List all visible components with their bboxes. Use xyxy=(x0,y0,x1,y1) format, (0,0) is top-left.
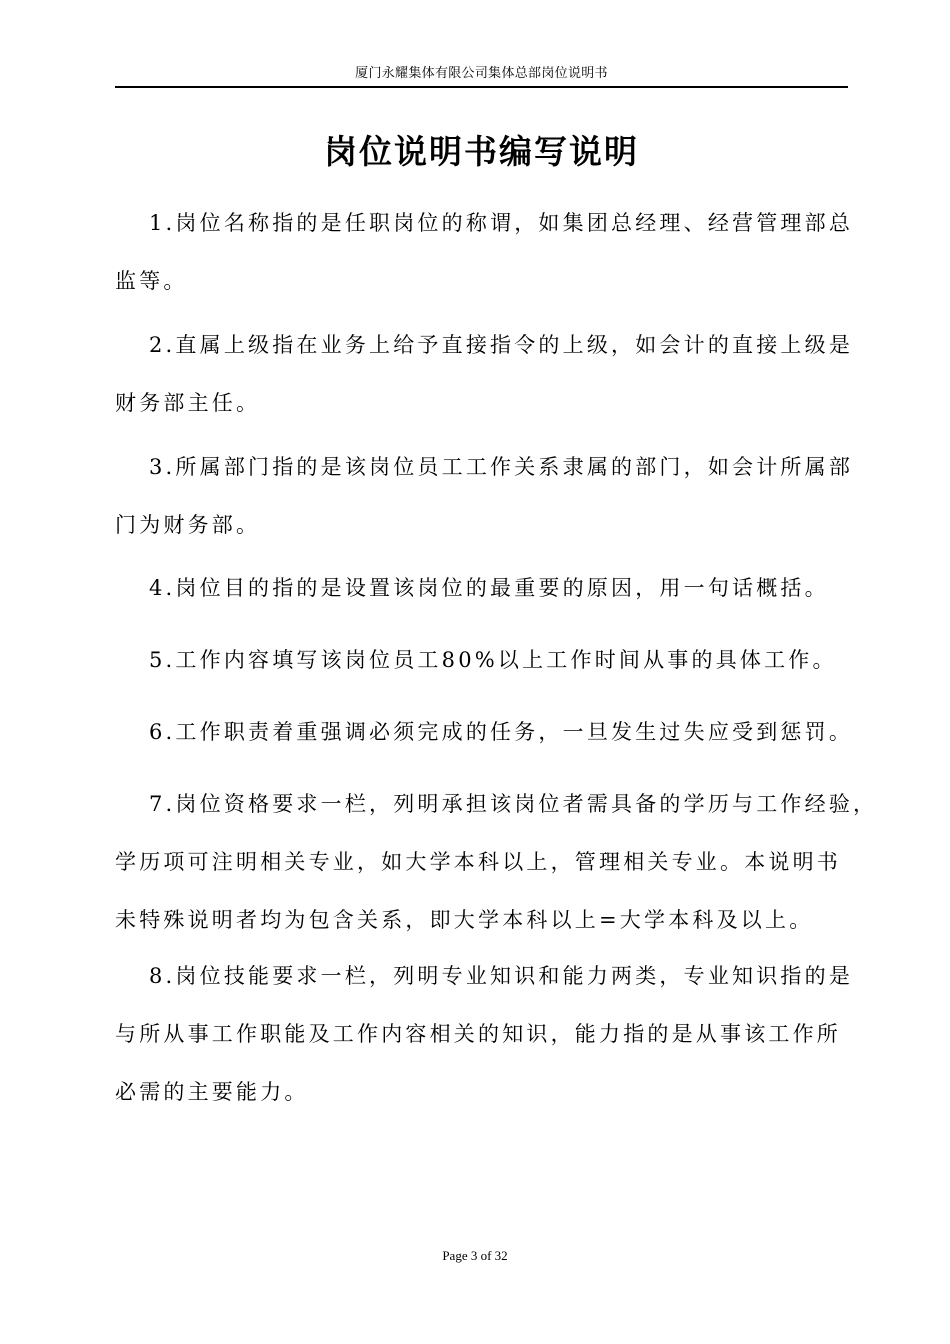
paragraph-line: 门为财务部。 xyxy=(115,513,261,537)
paragraph-line: 8.岗位技能要求一栏，列明专业知识和能力两类，专业知识指的是 xyxy=(149,964,854,988)
page-number: Page 3 of 32 xyxy=(442,1248,508,1263)
paragraph-item-4 xyxy=(115,559,850,617)
paragraph-line: 必需的主要能力。 xyxy=(115,1080,309,1104)
paragraph-item-7 xyxy=(115,775,878,949)
paragraph-line: 财务部主任。 xyxy=(115,391,261,415)
paragraph-line: 与所从事工作职能及工作内容相关的知识，能力指的是从事该工作所 xyxy=(115,1022,841,1046)
paragraph-line: 监等。 xyxy=(115,269,188,293)
paragraph-line: 1.岗位名称指的是任职岗位的称谓，如集团总经理、经营管理部总 xyxy=(149,211,854,235)
paragraph-line: 7.岗位资格要求一栏，列明承担该岗位者需具备的学历与工作经验， xyxy=(149,792,878,816)
paragraph-item-1 xyxy=(115,194,854,310)
paragraph-item-8 xyxy=(115,947,854,1121)
page-header xyxy=(115,62,848,88)
paragraph-item-3 xyxy=(115,438,854,554)
paragraph-line: 学历项可注明相关专业，如大学本科以上，管理相关专业。本说明书 xyxy=(115,850,841,874)
paragraph-item-5 xyxy=(115,631,850,689)
document-title: 岗位说明书编写说明 xyxy=(324,132,639,171)
paragraph-item-6 xyxy=(115,703,854,761)
paragraph-line: 4.岗位目的指的是设置该岗位的最重要的原因，用一句话概括。 xyxy=(149,576,829,600)
paragraph-line: 5.工作内容填写该岗位员工80%以上工作时间从事的具体工作。 xyxy=(149,648,837,672)
paragraph-line: 6.工作职责着重强调必须完成的任务，一旦发生过失应受到惩罚。 xyxy=(149,720,854,744)
paragraph-item-2 xyxy=(115,316,854,432)
header-text: 厦门永耀集体有限公司集体总部岗位说明书 xyxy=(355,66,608,81)
paragraph-line: 2.直属上级指在业务上给予直接指令的上级，如会计的直接上级是 xyxy=(149,333,854,357)
paragraph-line: 3.所属部门指的是该岗位员工工作关系隶属的部门，如会计所属部 xyxy=(149,455,854,479)
paragraph-line: 未特殊说明者均为包含关系，即大学本科以上=大学本科及以上。 xyxy=(115,908,814,932)
